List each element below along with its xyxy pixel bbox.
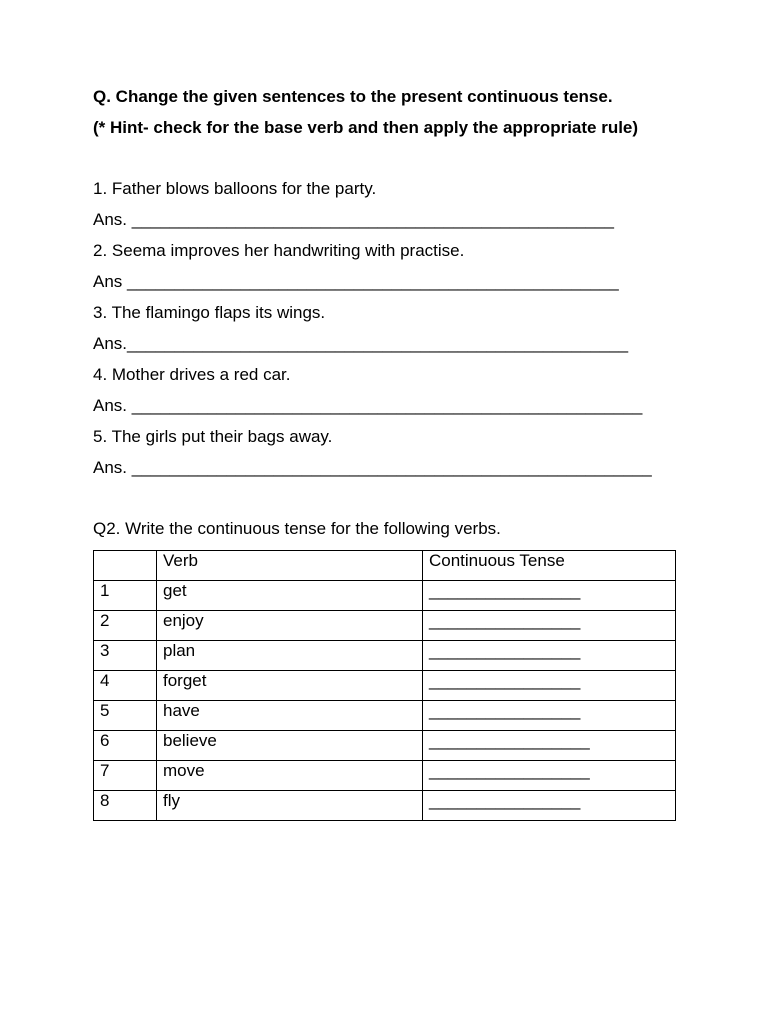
row-number: 5 [94,701,157,731]
row-number: 7 [94,761,157,791]
table-row [94,761,676,791]
row-number: 3 [94,641,157,671]
row-number: 6 [94,731,157,761]
q1-title: Q. Change the given sentences to the present continuous tense. [93,87,613,106]
q1-answer-line: Ans ____________________________________________________ [93,272,619,291]
table-header-row [94,551,676,581]
q1-answer-line: Ans. ___________________________________________________ [93,210,614,229]
row-number: 4 [94,671,157,701]
row-answer-blank: ________________ [423,581,676,611]
table-row [94,701,676,731]
header-continuous-tense: Continuous Tense [423,551,676,581]
row-verb: move [157,761,423,791]
q1-sentence: 2. Seema improves her handwriting with practise. [93,241,465,260]
row-answer-blank: _________________ [423,761,676,791]
q1-answer-line: Ans. ______________________________________________________ [93,396,643,415]
row-answer-blank: _________________ [423,731,676,761]
row-verb: fly [157,791,423,821]
row-verb: believe [157,731,423,761]
row-verb: have [157,701,423,731]
row-verb: get [157,581,423,611]
table-row [94,731,676,761]
q1-sentence: 1. Father blows balloons for the party. [93,179,377,198]
row-number: 2 [94,611,157,641]
header-verb: Verb [157,551,423,581]
table-row [94,671,676,701]
row-answer-blank: ________________ [423,701,676,731]
q2-title: Q2. Write the continuous tense for the following verbs. [93,519,501,538]
q1-answer-line: Ans._____________________________________________________ [93,334,629,353]
row-answer-blank: ________________ [423,641,676,671]
row-verb: plan [157,641,423,671]
row-number: 1 [94,581,157,611]
q1-sentence: 4. Mother drives a red car. [93,365,291,384]
row-verb: forget [157,671,423,701]
row-answer-blank: ________________ [423,671,676,701]
table-row [94,581,676,611]
q1-sentence: 5. The girls put their bags away. [93,427,333,446]
header-number [94,551,157,581]
row-answer-blank: ________________ [423,611,676,641]
q1-sentence: 3. The flamingo flaps its wings. [93,303,326,322]
table-row [94,791,676,821]
row-verb: enjoy [157,611,423,641]
table-row [94,641,676,671]
table-row [94,611,676,641]
row-answer-blank: ________________ [423,791,676,821]
row-number: 8 [94,791,157,821]
verbs-table [93,550,676,821]
q1-hint: (* Hint- check for the base verb and then apply the appropriate rule) [93,118,639,137]
q1-answer-line: Ans. _______________________________________________________ [93,458,652,477]
